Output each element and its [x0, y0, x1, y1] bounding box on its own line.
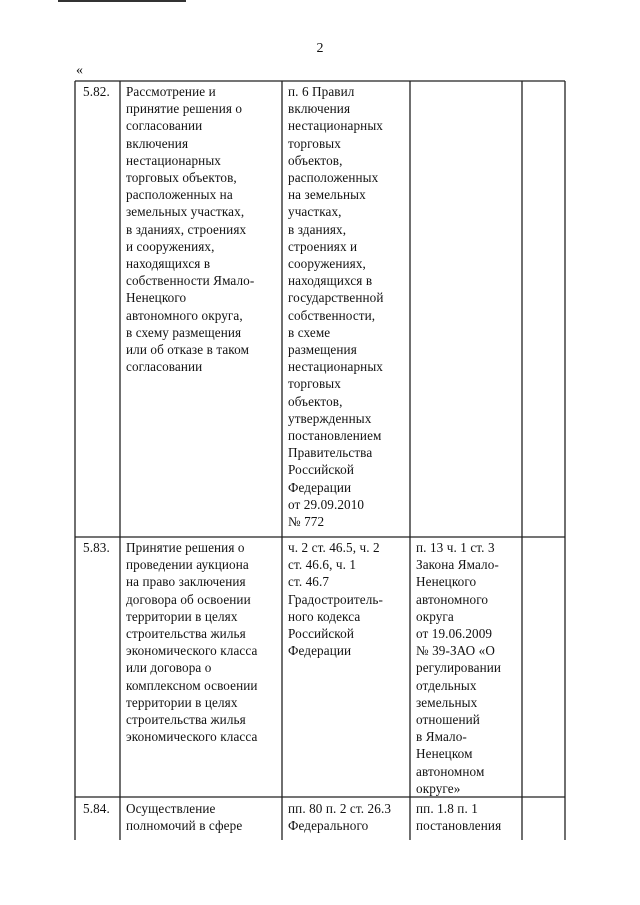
row-number: 5.83.	[83, 540, 110, 555]
federal-basis: пп. 80 п. 2 ст. 26.3 Федерального	[288, 801, 392, 834]
procedure-title: Осуществление полномочий в сфере	[126, 801, 243, 834]
page-number: 2	[316, 41, 324, 56]
row-number: 5.82.	[83, 84, 110, 99]
row-number: 5.84.	[83, 801, 110, 816]
opening-quote: «	[76, 63, 83, 78]
top-rule	[58, 0, 186, 2]
federal-basis: ч. 2 ст. 46.5, ч. 2 ст. 46.6, ч. 1 ст. 46.7 Градостроитель- ного кодекса Российской Федерации	[288, 540, 383, 659]
regional-basis: пп. 1.8 п. 1 постановления	[416, 801, 502, 834]
regional-basis: п. 13 ч. 1 ст. 3 Закона Ямало- Ненецкого автономного округа от 19.06.2009 № 39-ЗАО «О регулировании отдельных земельных отношений в Ямало- Ненецком автономном округе»	[416, 540, 502, 796]
procedure-title: Принятие решения о проведении аукциона на право заключения договора об освоении территории в целях строительства жилья экономического класса или договора о комплексном освоении территории в целях строительства жилья экономического класса	[126, 540, 258, 745]
federal-basis: п. 6 Правил включения нестационарных торговых объектов, расположенных на земельных участках, в зданиях, строениях и сооружениях, находящихся в государственной собственности, в схеме размещения нестационарных торговых объектов, утвержденных постановлением Правительства Российской Федерации от 29.09.2010 № 772	[288, 84, 384, 530]
procedure-title: Рассмотрение и принятие решения о согласовании включения нестационарных торговых объектов, расположенных на земельных участках, в зданиях, строениях и сооружениях, находящихся в собственности Ямало- Ненецкого автономного округа, в схему размещения или об отказе в таком согласовании	[126, 84, 255, 375]
